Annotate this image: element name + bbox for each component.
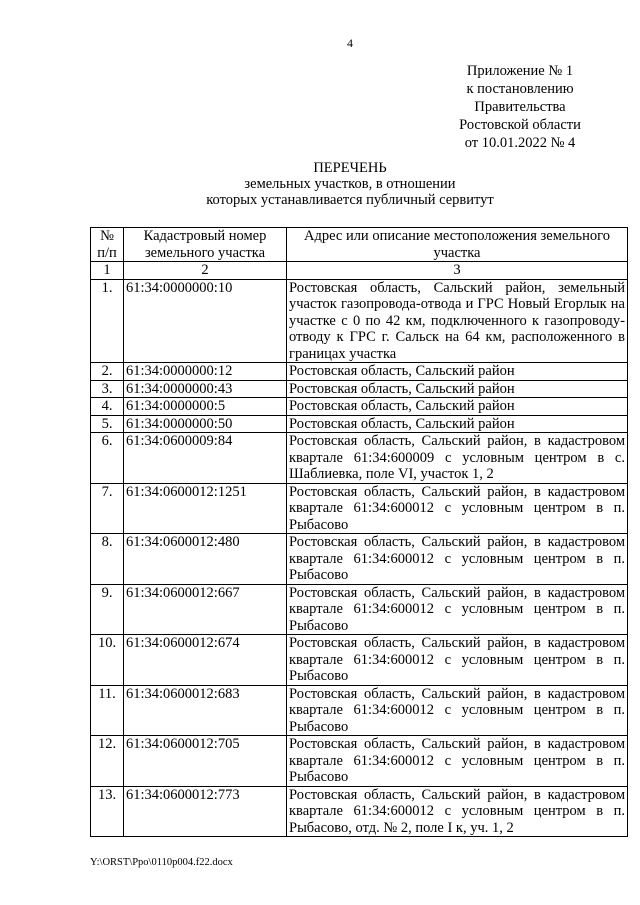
appendix-line: Приложение № 1 — [466, 63, 574, 79]
cell-cadastral: 61:34:0600012:667 — [124, 584, 287, 635]
cell-cadastral: 61:34:0000000:50 — [124, 415, 287, 433]
cell-num: 4. — [91, 398, 124, 416]
footer-file-path: Y:\ORST\Ppo\0110p004.f22.docx — [90, 857, 233, 868]
cell-num: 12. — [91, 736, 124, 787]
cell-address: Ростовская область, Сальский район, в кадастровом квартале 61:34:600012 с условным центром в п. Рыбасово — [287, 685, 628, 736]
appendix-block — [440, 62, 600, 152]
cell-cadastral: 61:34:0000000:10 — [124, 279, 287, 363]
cell-num: 2. — [91, 363, 124, 381]
cell-num: 5. — [91, 415, 124, 433]
column-index: 1 — [91, 262, 124, 280]
table-row — [91, 363, 628, 381]
table-header-row — [91, 228, 628, 262]
cell-num: 1. — [91, 279, 124, 363]
header-num: № п/п — [91, 228, 124, 262]
cell-num: 9. — [91, 584, 124, 635]
cell-address: Ростовская область, Сальский район — [287, 415, 628, 433]
appendix-line: к постановлению — [466, 81, 574, 97]
table-row — [91, 635, 628, 686]
table-row — [91, 380, 628, 398]
cell-num: 11. — [91, 685, 124, 736]
cell-address: Ростовская область, Сальский район, в кадастровом квартале 61:34:600012 с условным центром в п. Рыбасово — [287, 584, 628, 635]
cell-address: Ростовская область, Сальский район — [287, 398, 628, 416]
appendix-line: Ростовской области — [459, 117, 581, 133]
cell-address: Ростовская область, Сальский район — [287, 363, 628, 381]
title-line: земельных участков, в отношении — [244, 176, 456, 192]
table-row — [91, 398, 628, 416]
cell-num: 6. — [91, 433, 124, 484]
cell-address: Ростовская область, Сальский район, в кадастровом квартале 61:34:600009 с условным центром в с. Шаблиевка, поле VI, участок 1, 2 — [287, 433, 628, 484]
parcels-table — [90, 227, 628, 837]
cell-address: Ростовская область, Сальский район, в кадастровом квартале 61:34:600012 с условным центром в п. Рыбасово, отд. № 2, поле I к, уч. 1, 2 — [287, 786, 628, 837]
cell-address: Ростовская область, Сальский район — [287, 380, 628, 398]
appendix-line: Правительства — [474, 99, 566, 115]
cell-num: 10. — [91, 635, 124, 686]
cell-address: Ростовская область, Сальский район, в кадастровом квартале 61:34:600012 с условным центром в п. Рыбасово — [287, 736, 628, 787]
cell-num: 8. — [91, 534, 124, 585]
cell-num: 13. — [91, 786, 124, 837]
table-row — [91, 279, 628, 363]
header-cadastral: Кадастровый номер земельного участка — [124, 228, 287, 262]
table-row — [91, 534, 628, 585]
cell-address: Ростовская область, Сальский район, в кадастровом квартале 61:34:600012 с условным центром в п. Рыбасово — [287, 635, 628, 686]
cell-cadastral: 61:34:0600012:674 — [124, 635, 287, 686]
cell-cadastral: 61:34:0600012:1251 — [124, 483, 287, 534]
cell-num: 7. — [91, 483, 124, 534]
table-row — [91, 736, 628, 787]
column-index: 2 — [124, 262, 287, 280]
table-row — [91, 584, 628, 635]
cell-cadastral: 61:34:0000000:12 — [124, 363, 287, 381]
header-address: Адрес или описание местоположения земельного участка — [287, 228, 628, 262]
cell-address: Ростовская область, Сальский район, в кадастровом квартале 61:34:600012 с условным центром в п. Рыбасово — [287, 534, 628, 585]
cell-cadastral: 61:34:0600012:683 — [124, 685, 287, 736]
cell-num: 3. — [91, 380, 124, 398]
table-row — [91, 433, 628, 484]
column-index-row — [91, 262, 628, 280]
cell-cadastral: 61:34:0600009:84 — [124, 433, 287, 484]
cell-cadastral: 61:34:0600012:480 — [124, 534, 287, 585]
column-index: 3 — [287, 262, 628, 280]
cell-cadastral: 61:34:0000000:43 — [124, 380, 287, 398]
page-number: 4 — [347, 36, 353, 50]
cell-address: Ростовская область, Сальский район, в кадастровом квартале 61:34:600012 с условным центром в п. Рыбасово — [287, 483, 628, 534]
table-row — [91, 483, 628, 534]
table-row — [91, 786, 628, 837]
cell-cadastral: 61:34:0000000:5 — [124, 398, 287, 416]
cell-cadastral: 61:34:0600012:773 — [124, 786, 287, 837]
table-row — [91, 415, 628, 433]
title-heading: ПЕРЕЧЕНЬ — [313, 160, 387, 176]
cell-address: Ростовская область, Сальский район, земельный участок газопровода-отвода и ГРС Новый Егорлык на участке с 0 по 42 км, подключенного к газопроводу-отводу к ГРС г. Сальск на 64 км, расположенного в границах участка — [287, 279, 628, 363]
document-title — [0, 160, 640, 208]
title-line: которых устанавливается публичный сервитут — [206, 192, 494, 208]
cell-cadastral: 61:34:0600012:705 — [124, 736, 287, 787]
appendix-line: от 10.01.2022 № 4 — [464, 135, 576, 151]
table-row — [91, 685, 628, 736]
